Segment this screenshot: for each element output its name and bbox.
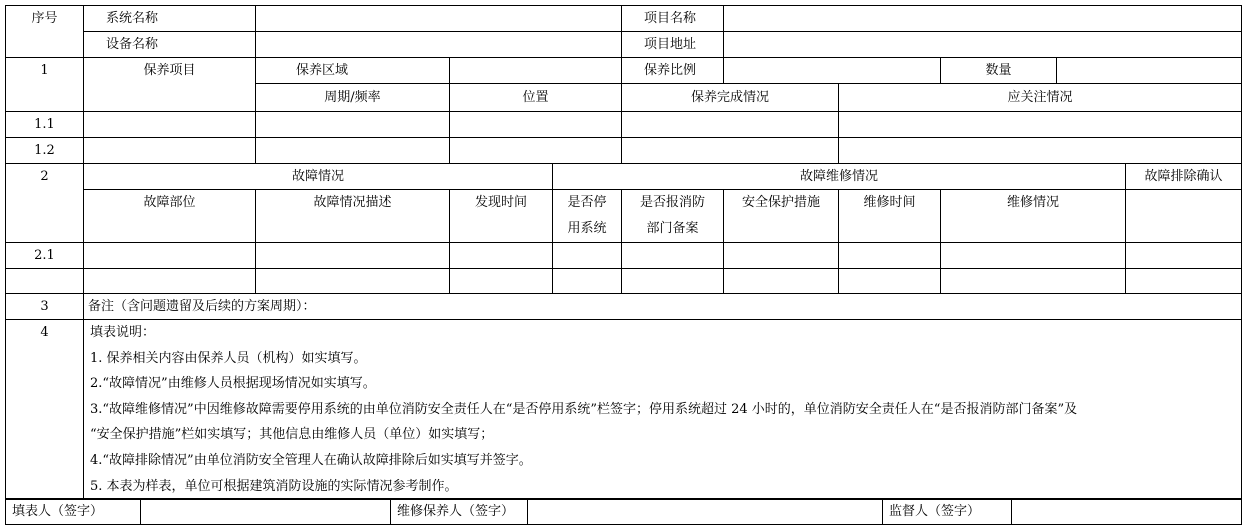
fault-row-clear[interactable] [1126,269,1242,294]
fault-row-desc[interactable] [256,269,450,294]
report-fire-dept-label: 是否报消防 部门备案 [622,190,724,243]
project-address-label: 项目地址 [622,32,724,58]
maintenance-row-attention[interactable] [839,138,1242,164]
filler-signature-label: 填表人（签字） [6,499,141,525]
record-table [5,5,1242,500]
supervisor-signature-field[interactable] [1012,499,1242,525]
signature-row [5,498,1242,525]
filler-signature-field[interactable] [141,499,391,525]
remarks-text[interactable]: 备注（含问题遗留及后续的方案周期）： [84,294,1242,320]
maintenance-area-label: 保养区域 [256,58,450,84]
fault-clear-label: 故障排除确认 [1126,164,1242,190]
maintenance-row-completion[interactable] [622,112,839,138]
project-name-label: 项目名称 [622,6,724,32]
system-name-field[interactable] [256,6,622,32]
fault-row-seq: 2.1 [6,243,84,269]
cycle-label: 周期/频率 [256,84,450,112]
fault-row-safety[interactable] [724,269,839,294]
fault-repair-label: 故障维修情况 [553,164,1126,190]
maintenance-item-label: 保养项目 [84,58,256,112]
fault-desc-label: 故障情况描述 [256,190,450,243]
instructions-line: 4.“故障排除情况”由单位消防安全管理人在确认故障排除后如实填写并签字。 [90,452,532,468]
supervisor-signature-label: 监督人（签字） [883,499,1012,525]
instructions-line: 5. 本表为样表，单位可根据建筑消防设施的实际情况参考制作。 [90,478,458,494]
fault-row-stop[interactable] [553,269,622,294]
remarks-seq: 3 [6,294,84,320]
maintenance-row-cycle[interactable] [256,138,450,164]
instructions-line: 2.“故障情况”由维修人员根据现场情况如实填写。 [90,376,376,392]
instructions-title: 填表说明： [90,325,156,340]
fault-seq: 2 [6,164,84,243]
project-name-field[interactable] [724,6,1242,32]
attention-label: 应关注情况 [839,84,1242,112]
maintenance-row-cycle[interactable] [256,112,450,138]
fault-part-label: 故障部位 [84,190,256,243]
project-address-field[interactable] [724,32,1242,58]
fault-row-part[interactable] [84,243,256,269]
maintainer-signature-label: 维修保养人（签字） [391,499,528,525]
maintenance-row-seq: 1.2 [6,138,84,164]
fault-row-safety[interactable] [724,243,839,269]
fault-row-report[interactable] [622,243,724,269]
system-name-label: 系统名称 [84,6,256,32]
maintenance-row-item[interactable] [84,138,256,164]
maintenance-row-seq: 1.1 [6,112,84,138]
fault-row-part[interactable] [84,269,256,294]
fault-row-time[interactable] [450,243,553,269]
fault-row-repair-time[interactable] [839,269,941,294]
repair-status-label: 维修情况 [941,190,1126,243]
fault-row-repair-status[interactable] [941,243,1126,269]
fault-situation-label: 故障情况 [84,164,553,190]
fault-clear-field[interactable] [1126,190,1242,243]
safety-measures-label: 安全保护措施 [724,190,839,243]
repair-time-label: 维修时间 [839,190,941,243]
maintenance-row-attention[interactable] [839,112,1242,138]
position-label: 位置 [450,84,622,112]
maintenance-area-field[interactable] [450,58,622,84]
seq-header: 序号 [6,6,84,58]
maintenance-row-item[interactable] [84,112,256,138]
fault-row-clear[interactable] [1126,243,1242,269]
instructions-block [84,320,1242,500]
maintenance-row-position[interactable] [450,138,622,164]
quantity-field[interactable] [1057,58,1242,84]
maintenance-seq: 1 [6,58,84,112]
found-time-label: 发现时间 [450,190,553,243]
device-name-field[interactable] [256,32,622,58]
fault-row-stop[interactable] [553,243,622,269]
fault-row-time[interactable] [450,269,553,294]
instructions-line: “安全保护措施”栏如实填写；其他信息由维修人员（单位）如实填写； [90,427,494,443]
device-name-label: 设备名称 [84,32,256,58]
fault-row-desc[interactable] [256,243,450,269]
maintenance-row-position[interactable] [450,112,622,138]
completion-label: 保养完成情况 [622,84,839,112]
fault-row-repair-time[interactable] [839,243,941,269]
instructions-line: 1. 保养相关内容由保养人员（机构）如实填写。 [90,350,367,366]
maintainer-signature-field[interactable] [528,499,883,525]
fault-row-seq [6,269,84,294]
quantity-label: 数量 [941,58,1057,84]
maintenance-ratio-label: 保养比例 [622,58,724,84]
fault-row-report[interactable] [622,269,724,294]
instructions-line: 3.“故障维修情况”中因维修故障需要停用系统的由单位消防安全责任人在“是否停用系统”栏签字；停用系统超过 24 小时的，单位消防安全责任人在“是否报消防部门备案”及 [90,401,1078,417]
maintenance-ratio-field[interactable] [724,58,941,84]
stop-system-label: 是否停 用系统 [553,190,622,243]
maintenance-row-completion[interactable] [622,138,839,164]
fault-row-repair-status[interactable] [941,269,1126,294]
instructions-seq: 4 [6,320,84,500]
